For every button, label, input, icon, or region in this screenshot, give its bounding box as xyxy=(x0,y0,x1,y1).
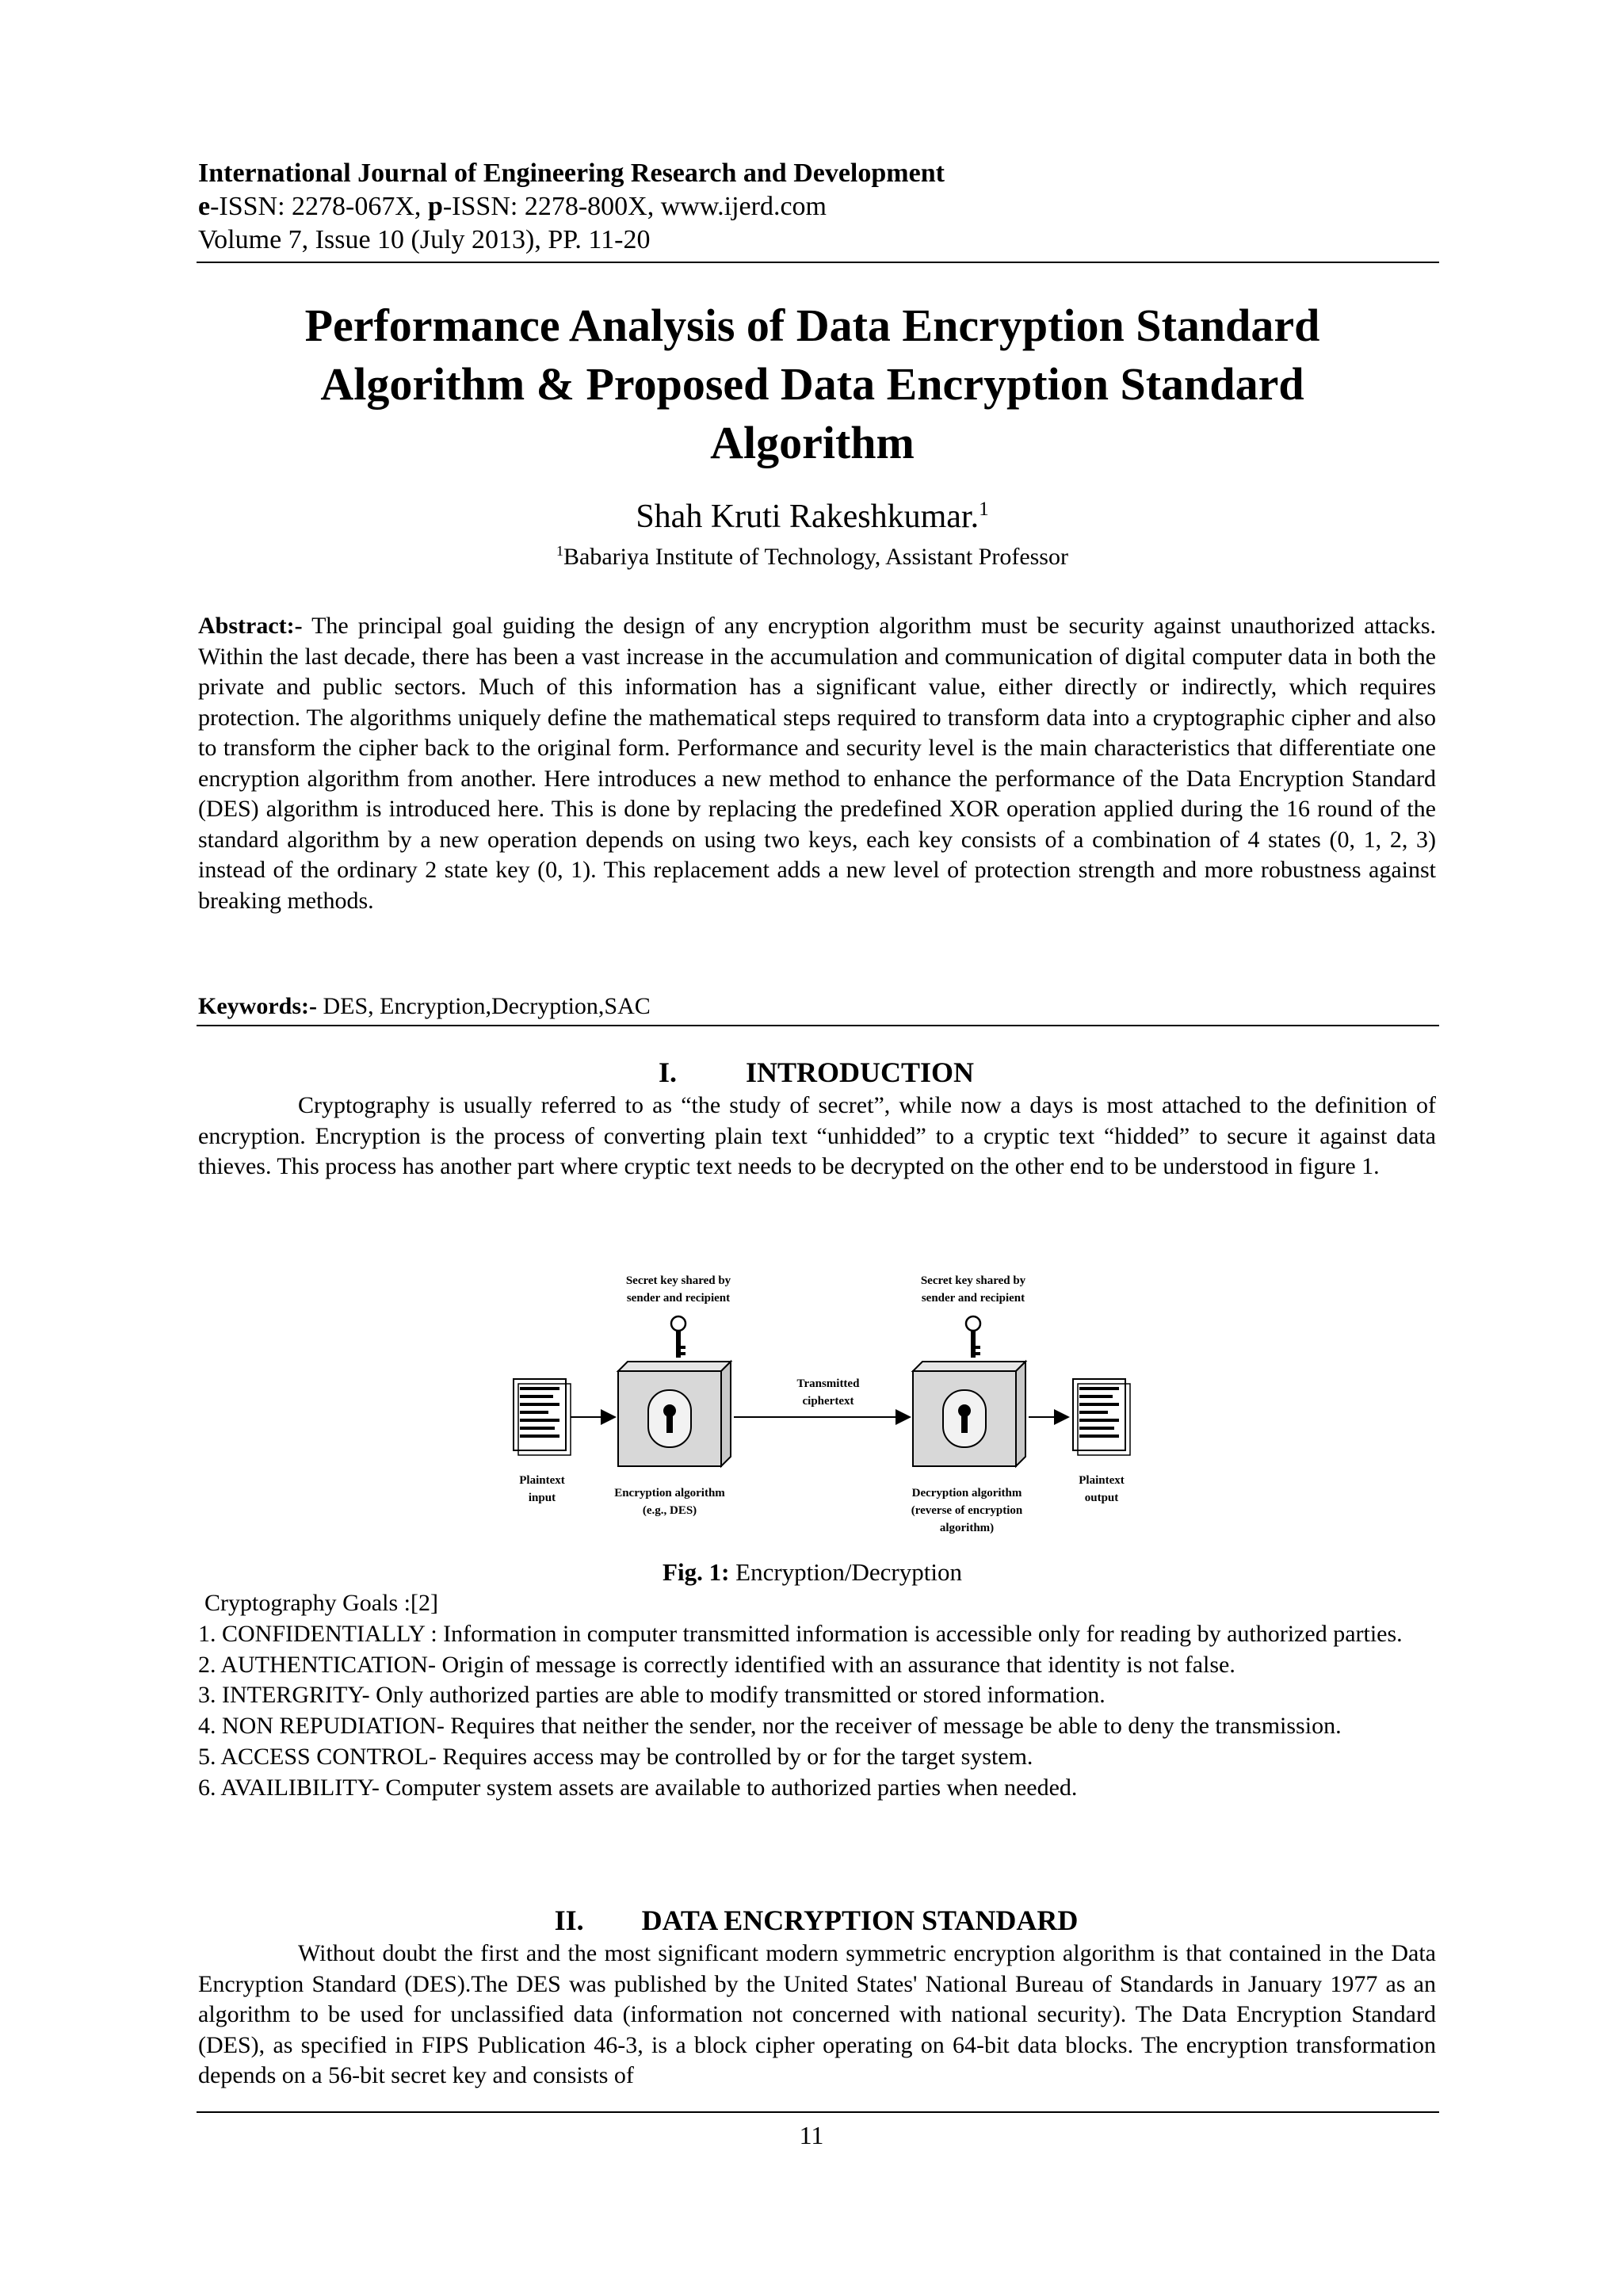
key-icon xyxy=(966,1316,980,1358)
secret-key-label-right-2: sender and recipient xyxy=(921,1292,1025,1305)
abstract-text: The principal goal guiding the design of any encryption algorithm must be security against unauthorized attacks. Within the last decade, there has been a vast increase in the accumulation and communication of digital computer data in both the private and public sectors. Much of this information has a significant value, either directly or indirectly, which requires protection. The algorithms uniquely define the mathematical steps required to transform data into a cryptographic cipher and also to transform the cipher back to the original form. Performance and security level is the main characteristics that differentiate one encryption algorithm from another. Here introduces a new method to enhance the performance of the Data Encryption Standard (DES) algorithm is introduced here. This is done by replacing the predefined XOR operation applied during the 16 round of the standard algorithm by a new operation depends on using two keys, each key consists of a combination of 4 states (0, 1, 2, 3) instead of the ordinary 2 state key (0, 1). This replacement adds a new level of protection strength and more robustness against breaking methods. xyxy=(198,613,1436,914)
figure-caption: Fig. 1: Encryption/Decryption xyxy=(663,1558,962,1586)
decryption-algorithm-label-2: (reverse of encryption xyxy=(911,1504,1023,1517)
introduction-paragraph: Cryptography is usually referred to as “the study of secret”, while now a days is most attached to the definition of encryption. Encryption is the process of converting plain text “unhidded” to a cryptic text “hidded” to secure it against data thieves. This process has another part where cryptic text needs to be decrypted on the other end to be understood in figure 1. xyxy=(198,1092,1436,1179)
decryption-algorithm-label-1: Decryption algorithm xyxy=(911,1487,1022,1499)
secret-key-label-left-2: sender and recipient xyxy=(626,1292,731,1305)
journal-name: International Journal of Engineering Research and Development xyxy=(198,159,945,188)
volume-line: Volume 7, Issue 10 (July 2013), PP. 11-20 xyxy=(198,225,651,254)
document-icon xyxy=(1073,1379,1130,1455)
keywords-label: Keywords:- xyxy=(198,993,317,1019)
goal-item: 4. NON REPUDIATION- Requires that neither the sender, nor the receiver of message be able to deny the transmission. xyxy=(198,1713,1342,1740)
author-name: Shah Kruti Rakeshkumar.$^1$ xyxy=(636,499,989,535)
page-number: 11 xyxy=(799,2121,824,2149)
key-icon xyxy=(671,1316,685,1358)
decryption-algorithm-label-3: algorithm) xyxy=(939,1522,995,1534)
author-affiliation: $^1$Babariya Institute of Technology, Assistant Professor xyxy=(556,543,1068,570)
issn-line: e-ISSN: 2278-067X, p-ISSN: 2278-800X, www.ijerd.com xyxy=(198,192,827,221)
keywords-text: DES, Encryption,Decryption,SAC xyxy=(316,993,651,1019)
goal-item: 5. ACCESS CONTROL- Requires access may be controlled by or for the target system. xyxy=(198,1743,1033,1770)
figure-encryption-decryption xyxy=(491,1260,1189,1561)
goal-item: 2. AUTHENTICATION- Origin of message is correctly identified with an assurance that identity is not false. xyxy=(198,1651,1235,1678)
secret-key-label-left-1: Secret key shared by xyxy=(625,1274,731,1287)
section-heading-introduction: I. INTRODUCTION xyxy=(658,1056,975,1088)
footer-rule xyxy=(197,2111,1439,2113)
encryption-box xyxy=(618,1362,731,1466)
keywords xyxy=(198,991,1436,1022)
transmitted-label-2: ciphertext xyxy=(802,1395,854,1408)
section-heading-des: II. DATA ENCRYPTION STANDARD xyxy=(554,1904,1079,1936)
header-rule xyxy=(197,262,1439,263)
keywords-rule xyxy=(197,1025,1439,1026)
des-paragraph: Without doubt the first and the most significant modern symmetric encryption algorithm is that contained in the Data Encryption Standard (DES).The DES was published by the United States' National Bureau of Standards in January 1977 as an algorithm to be used for unclassified data (information not concerned with national security). The Data Encryption Standard (DES), as specified in FIPS Publication 46-3, is a block cipher operating on 64-bit data blocks. The encryption transformation depends on a 56-bit secret key and consists of xyxy=(198,1940,1436,2088)
decryption-box xyxy=(913,1362,1025,1466)
abstract xyxy=(198,611,1436,916)
goal-item: 6. AVAILIBILITY- Computer system assets are available to authorized parties when needed. xyxy=(198,1774,1078,1801)
cryptography-goals xyxy=(198,1588,1436,1804)
document-icon xyxy=(514,1379,571,1455)
abstract-label: Abstract:- xyxy=(198,613,303,639)
paper-title: Performance Analysis of Data Encryption Standard Algorithm & Proposed Data Encryption Standard Algorithm xyxy=(304,300,1320,468)
plaintext-input-label-1: Plaintext xyxy=(519,1474,565,1487)
plaintext-output-label-2: output xyxy=(1084,1492,1119,1504)
encryption-algorithm-label-1: Encryption algorithm xyxy=(614,1487,725,1499)
goal-item: 3. INTERGRITY- Only authorized parties are able to modify transmitted or stored information. xyxy=(198,1682,1106,1709)
goals-heading: Cryptography Goals :[2] xyxy=(204,1590,438,1616)
plaintext-output-label-1: Plaintext xyxy=(1079,1474,1125,1487)
transmitted-label-1: Transmitted xyxy=(796,1377,860,1390)
journal-header xyxy=(198,157,945,257)
secret-key-label-right-1: Secret key shared by xyxy=(920,1274,1026,1287)
goal-item: 1. CONFIDENTIALLY : Information in computer transmitted information is accessible only for reading by authorized parties. xyxy=(198,1620,1403,1647)
encryption-algorithm-label-2: (e.g., DES) xyxy=(642,1504,697,1517)
plaintext-input-label-2: input xyxy=(528,1492,556,1504)
